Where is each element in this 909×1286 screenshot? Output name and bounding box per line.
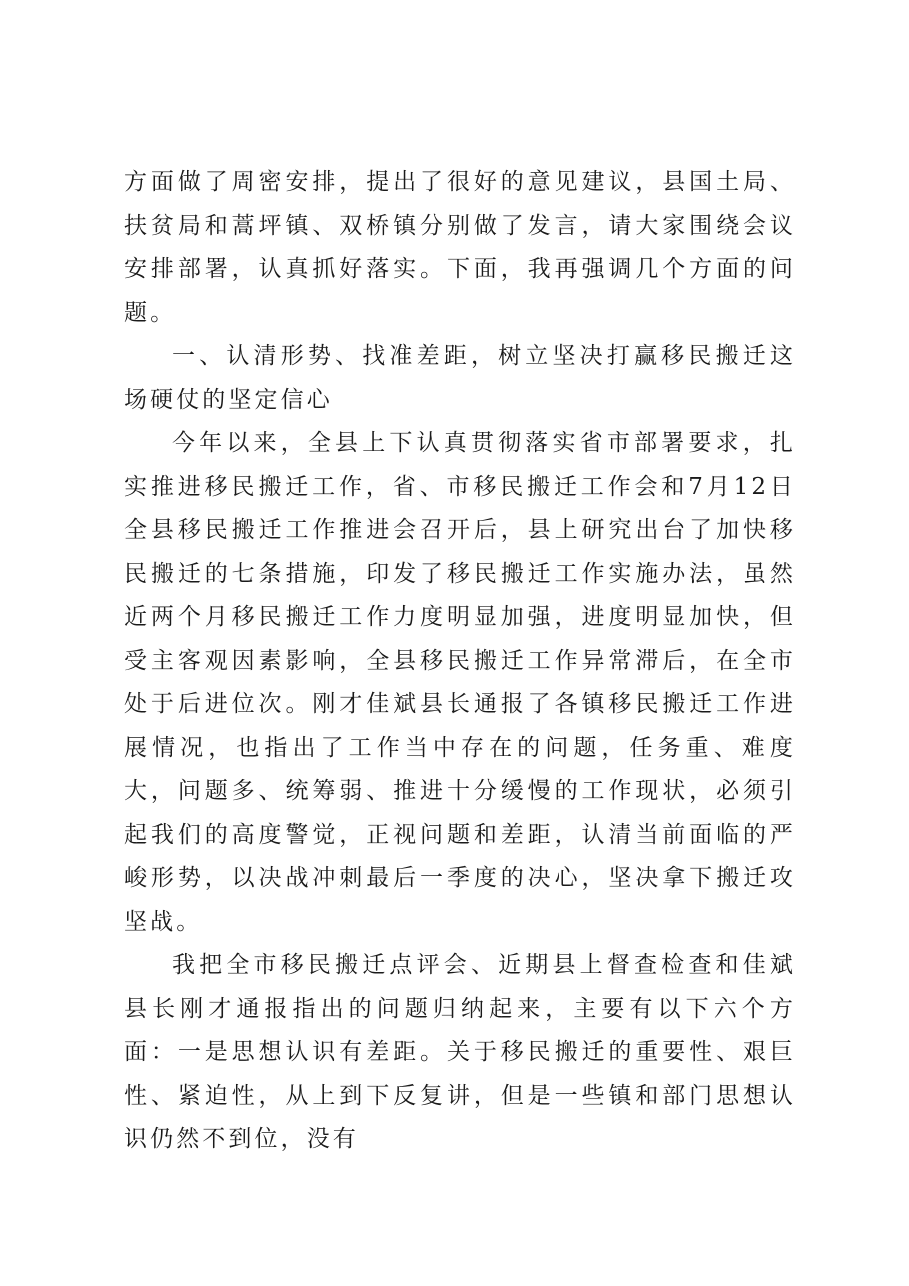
section-heading: 一、认清形势、找准差距，树立坚决打赢移民搬迁这场硬仗的坚定信心 bbox=[124, 343, 796, 413]
paragraph-situation: 今年以来，全县上下认真贯彻落实省市部署要求，扎实推进移民搬迁工作，省、市移民搬迁工作会和7月12日全县移民搬迁工作推进会召开后，县上研究出台了加快移民搬迁的七条措施，印发了移民搬迁工作实施办法，虽然近两个月移民搬迁工作力度明显加强，进度明显加快，但受主客观因素影响，全县移民搬迁工作异常滞后，在全市处于后进位次。刚才佳斌县长通报了各镇移民搬迁工作进展情况，也指出了工作当中存在的问题，任务重、难度大，问题多、统筹弱、推进十分缓慢的工作现状，必须引起我们的高度警觉，正视问题和差距，认清当前面临的严峻形势，以决战冲刺最后一季度的决心，坚决拿下搬迁攻坚战。 bbox=[124, 430, 796, 935]
paragraph-problems: 我把全市移民搬迁点评会、近期县上督查检查和佳斌县长刚才通报指出的问题归纳起来，主要有以下六个方面：一是思想认识有差距。关于移民搬迁的重要性、艰巨性、紧迫性，从上到下反复讲，但是一些镇和部门思想认识仍然不到位，没有 bbox=[124, 952, 796, 1152]
document-body bbox=[124, 161, 796, 1162]
paragraph-continuation: 方面做了周密安排，提出了很好的意见建议，县国土局、扶贫局和蒿坪镇、双桥镇分别做了发言，请大家围绕会议安排部署，认真抓好落实。下面，我再强调几个方面的问题。 bbox=[124, 169, 796, 326]
